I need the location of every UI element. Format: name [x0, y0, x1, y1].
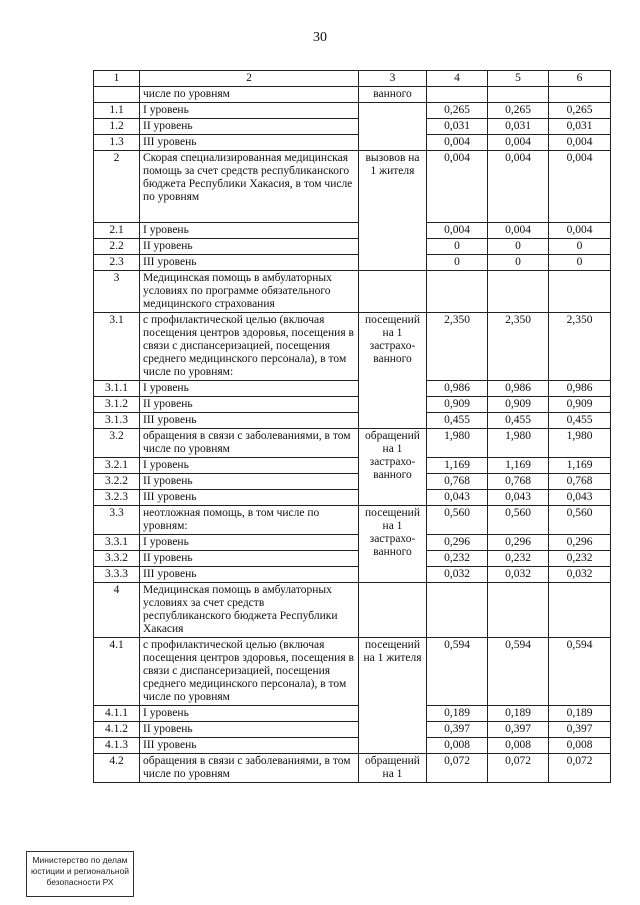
row-value-6: 0,455	[549, 413, 611, 429]
row-value-6: 0,397	[549, 722, 611, 738]
row-value-5: 0,560	[488, 506, 549, 535]
row-name: III уровень	[140, 255, 359, 271]
row-value-6: 0,986	[549, 381, 611, 397]
row-value-5: 0,031	[488, 119, 549, 135]
row-value-5: 0,004	[488, 151, 549, 223]
row-number: 4	[94, 583, 140, 638]
table-row	[94, 506, 611, 535]
row-number: 3	[94, 271, 140, 313]
row-name: III уровень	[140, 490, 359, 506]
row-number: 4.1.2	[94, 722, 140, 738]
row-value-6: 0,004	[549, 135, 611, 151]
row-number: 4.2	[94, 754, 140, 783]
row-number: 3.1	[94, 313, 140, 381]
row-number: 3.1.1	[94, 381, 140, 397]
row-value-5: 0,043	[488, 490, 549, 506]
row-number: 3.2.2	[94, 474, 140, 490]
row-unit: посещений на 1 застрахо-ванного	[359, 313, 427, 429]
row-number: 3.3	[94, 506, 140, 535]
row-value-4: 0,004	[427, 135, 488, 151]
row-value-6: 0,032	[549, 567, 611, 583]
row-value-4: 0,072	[427, 754, 488, 783]
table-row	[94, 381, 611, 397]
row-value-6	[549, 583, 611, 638]
row-value-6: 0,594	[549, 638, 611, 706]
row-name: с профилактической целью (включая посещения центров здоровья, посещения в связи с диспансеризацией, посещения среднего медицинского персонала), в том числе по уровням	[140, 638, 359, 706]
row-value-6: 0,909	[549, 397, 611, 413]
row-name: числе по уровням	[140, 87, 359, 103]
row-value-5: 0,032	[488, 567, 549, 583]
row-name: I уровень	[140, 458, 359, 474]
page-number: 30	[313, 30, 327, 45]
row-unit: обращений на 1 застрахо-ванного	[359, 429, 427, 506]
row-value-4: 1,980	[427, 429, 488, 458]
row-name: III уровень	[140, 135, 359, 151]
row-value-6: 0,043	[549, 490, 611, 506]
stamp-line-1: Министерство по делам	[32, 855, 128, 865]
row-value-5: 0,397	[488, 722, 549, 738]
row-value-6: 0,189	[549, 706, 611, 722]
row-unit: обращений на 1	[359, 754, 427, 783]
row-value-4: 0,265	[427, 103, 488, 119]
row-value-4: 0,560	[427, 506, 488, 535]
row-name: I уровень	[140, 381, 359, 397]
row-number: 3.2.3	[94, 490, 140, 506]
row-number: 4.1	[94, 638, 140, 706]
header-col-2: 2	[140, 71, 359, 87]
row-value-6	[549, 87, 611, 103]
table-row	[94, 567, 611, 583]
row-value-6: 0,004	[549, 151, 611, 223]
row-value-5: 0	[488, 255, 549, 271]
row-value-4	[427, 271, 488, 313]
table-row	[94, 397, 611, 413]
row-value-4: 0	[427, 239, 488, 255]
row-value-5: 0,296	[488, 535, 549, 551]
row-value-5: 0,189	[488, 706, 549, 722]
row-value-5: 0,265	[488, 103, 549, 119]
row-number: 2.3	[94, 255, 140, 271]
row-value-6: 0	[549, 255, 611, 271]
row-name: II уровень	[140, 474, 359, 490]
stamp-line-2: юстиции и региональной	[30, 866, 130, 876]
row-number: 2.1	[94, 223, 140, 239]
row-value-4: 0,008	[427, 738, 488, 754]
table-row	[94, 429, 611, 458]
row-name: II уровень	[140, 722, 359, 738]
row-value-4: 0,455	[427, 413, 488, 429]
row-number: 3.1.3	[94, 413, 140, 429]
row-number	[94, 87, 140, 103]
table-row	[94, 119, 611, 135]
row-value-4: 0,232	[427, 551, 488, 567]
row-value-5: 0,004	[488, 223, 549, 239]
table-row	[94, 754, 611, 783]
row-unit	[359, 103, 427, 151]
row-number: 3.1.2	[94, 397, 140, 413]
row-name: I уровень	[140, 223, 359, 239]
row-name: Медицинская помощь в амбулаторных условиях по программе обязательного медицинского страхования	[140, 271, 359, 313]
table-row	[94, 474, 611, 490]
row-number: 3.3.2	[94, 551, 140, 567]
table-row	[94, 223, 611, 239]
row-value-5: 0,008	[488, 738, 549, 754]
table-row	[94, 458, 611, 474]
row-number: 4.1.1	[94, 706, 140, 722]
row-value-5: 1,169	[488, 458, 549, 474]
row-value-6: 0,560	[549, 506, 611, 535]
row-name: III уровень	[140, 738, 359, 754]
row-name: II уровень	[140, 551, 359, 567]
table-row	[94, 151, 611, 223]
row-number: 4.1.3	[94, 738, 140, 754]
row-value-5: 0	[488, 239, 549, 255]
row-value-6: 0,265	[549, 103, 611, 119]
row-name: II уровень	[140, 239, 359, 255]
table-row	[94, 413, 611, 429]
table-row	[94, 103, 611, 119]
row-value-4: 0,397	[427, 722, 488, 738]
row-value-5: 0,909	[488, 397, 549, 413]
table-row	[94, 255, 611, 271]
row-unit: вызовов на 1 жителя	[359, 151, 427, 271]
row-value-6: 1,980	[549, 429, 611, 458]
row-value-6: 1,169	[549, 458, 611, 474]
row-value-4: 1,169	[427, 458, 488, 474]
table-row	[94, 583, 611, 638]
row-value-5: 0,594	[488, 638, 549, 706]
row-number: 1.3	[94, 135, 140, 151]
header-col-4: 4	[427, 71, 488, 87]
row-value-4: 0,594	[427, 638, 488, 706]
row-name: III уровень	[140, 413, 359, 429]
row-value-5: 0,004	[488, 135, 549, 151]
stamp-line-3: безопасности РХ	[46, 877, 114, 887]
table-row	[94, 638, 611, 706]
row-value-4	[427, 583, 488, 638]
row-name: неотложная помощь, в том числе по уровням:	[140, 506, 359, 535]
row-value-6: 2,350	[549, 313, 611, 381]
ministry-stamp	[26, 851, 134, 897]
row-value-4: 0,043	[427, 490, 488, 506]
row-number: 3.3.3	[94, 567, 140, 583]
header-col-3: 3	[359, 71, 427, 87]
table-row	[94, 722, 611, 738]
row-number: 2.2	[94, 239, 140, 255]
row-value-5: 0,455	[488, 413, 549, 429]
row-name: I уровень	[140, 103, 359, 119]
row-value-6: 0,072	[549, 754, 611, 783]
row-unit: ванного	[359, 87, 427, 103]
row-name: Медицинская помощь в амбулаторных условиях за счет средств республиканского бюджета Республики Хакасия	[140, 583, 359, 638]
row-name: I уровень	[140, 706, 359, 722]
table-row	[94, 551, 611, 567]
row-value-6	[549, 271, 611, 313]
row-value-4: 0,986	[427, 381, 488, 397]
row-number: 1.2	[94, 119, 140, 135]
row-unit	[359, 583, 427, 638]
row-name: с профилактической целью (включая посещения центров здоровья, посещения в связи с диспансеризацией, посещения среднего медицинского персонала), в том числе по уровням:	[140, 313, 359, 381]
row-value-4: 0,189	[427, 706, 488, 722]
row-value-6: 0,008	[549, 738, 611, 754]
row-value-5	[488, 271, 549, 313]
row-value-4: 0,004	[427, 223, 488, 239]
levels-table	[93, 70, 611, 783]
row-number: 2	[94, 151, 140, 223]
row-value-5: 0,072	[488, 754, 549, 783]
row-value-5	[488, 87, 549, 103]
table-row	[94, 706, 611, 722]
row-unit: посещений на 1 застрахо-ванного	[359, 506, 427, 583]
row-value-5: 2,350	[488, 313, 549, 381]
row-unit	[359, 271, 427, 313]
row-value-4: 0	[427, 255, 488, 271]
row-number: 3.3.1	[94, 535, 140, 551]
header-col-1: 1	[94, 71, 140, 87]
table-row	[94, 490, 611, 506]
row-name: Скорая специализированная медицинская помощь за счет средств республиканского бюджета Республики Хакасия, в том числе по уровням	[140, 151, 359, 223]
table-header-row	[94, 71, 611, 87]
row-value-5	[488, 583, 549, 638]
row-unit: посещений на 1 жителя	[359, 638, 427, 754]
row-name: III уровень	[140, 567, 359, 583]
table-row	[94, 135, 611, 151]
row-value-6: 0	[549, 239, 611, 255]
row-name: II уровень	[140, 397, 359, 413]
row-value-6: 0,004	[549, 223, 611, 239]
row-value-5: 0,768	[488, 474, 549, 490]
table-row	[94, 239, 611, 255]
row-value-6: 0,031	[549, 119, 611, 135]
row-value-4: 0,032	[427, 567, 488, 583]
row-number: 1.1	[94, 103, 140, 119]
row-number: 3.2	[94, 429, 140, 458]
row-value-4: 0,296	[427, 535, 488, 551]
row-name: обращения в связи с заболеваниями, в том числе по уровням	[140, 429, 359, 458]
row-value-4: 0,031	[427, 119, 488, 135]
table-row	[94, 535, 611, 551]
row-value-6: 0,768	[549, 474, 611, 490]
table-row	[94, 313, 611, 381]
row-name: I уровень	[140, 535, 359, 551]
row-value-4: 0,909	[427, 397, 488, 413]
row-value-4: 2,350	[427, 313, 488, 381]
row-value-4: 0,768	[427, 474, 488, 490]
header-col-6: 6	[549, 71, 611, 87]
row-value-4: 0,004	[427, 151, 488, 223]
row-name: обращения в связи с заболеваниями, в том числе по уровням	[140, 754, 359, 783]
table-row	[94, 87, 611, 103]
row-number: 3.2.1	[94, 458, 140, 474]
row-value-4	[427, 87, 488, 103]
row-value-5: 0,232	[488, 551, 549, 567]
row-value-6: 0,296	[549, 535, 611, 551]
table-row	[94, 271, 611, 313]
row-value-5: 0,986	[488, 381, 549, 397]
table-row	[94, 738, 611, 754]
row-value-6: 0,232	[549, 551, 611, 567]
header-col-5: 5	[488, 71, 549, 87]
row-value-5: 1,980	[488, 429, 549, 458]
row-name: II уровень	[140, 119, 359, 135]
